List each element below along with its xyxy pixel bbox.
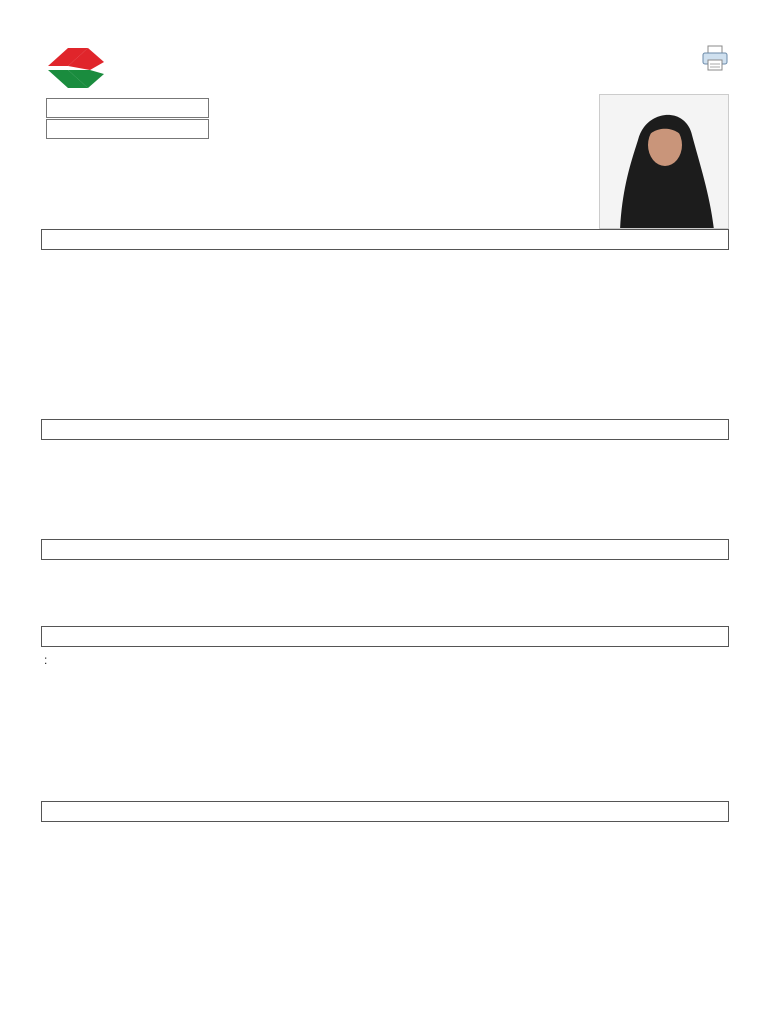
referee-heading [41,801,729,822]
circular-box [46,98,209,118]
tracking-box [46,119,209,139]
ific-logo [46,44,166,92]
academic-heading [41,419,729,440]
other-heading [41,626,729,647]
portrait-image [600,95,729,229]
personal-info-heading [41,229,729,250]
applicant-photo [599,94,729,229]
job-heading [41,539,729,560]
job-entry [44,561,724,576]
printer-icon[interactable] [700,43,730,73]
proficiency-row: : [44,653,48,667]
